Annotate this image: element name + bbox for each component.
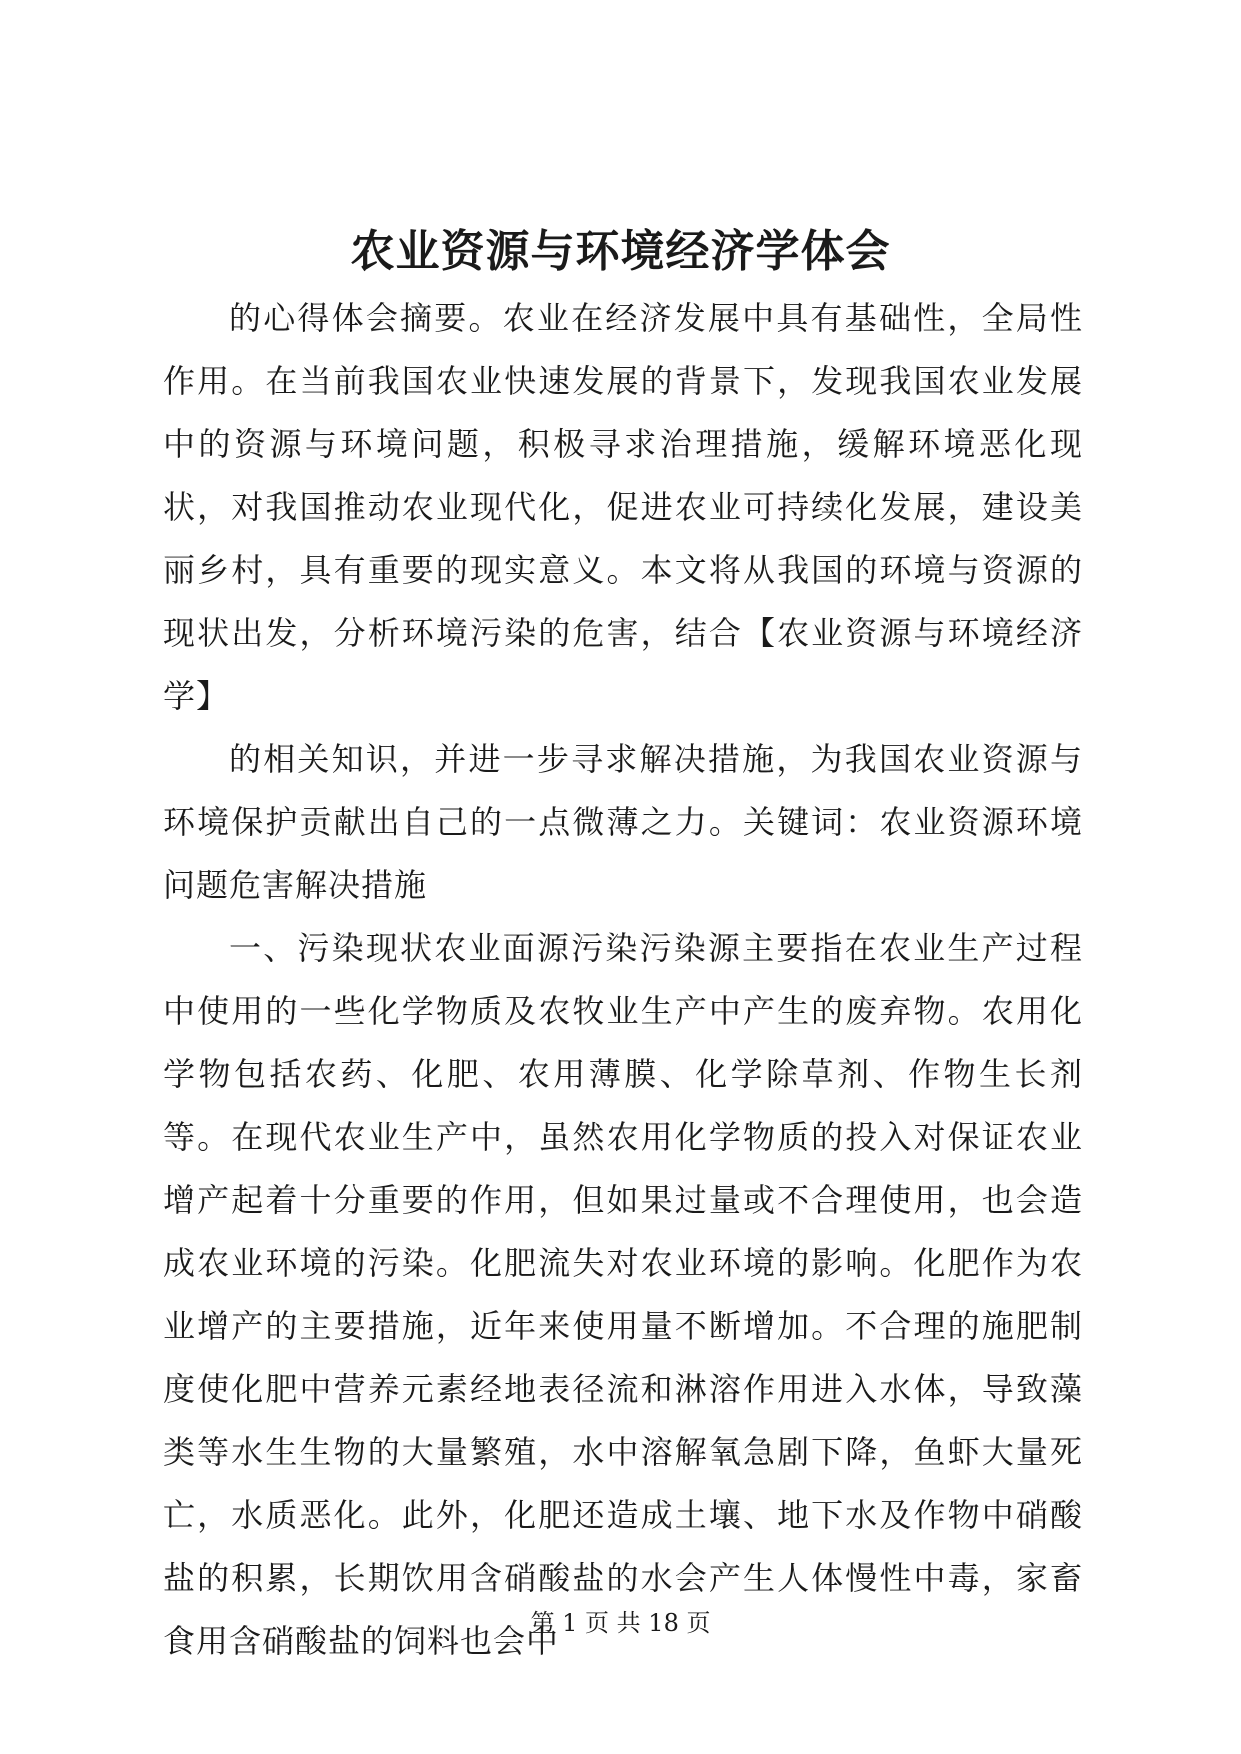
document-body: [163, 287, 1083, 1673]
paragraph-abstract: 的心得体会摘要。农业在经济发展中具有基础性，全局性作用。在当前我国农业快速发展的背景下，发现我国农业发展中的资源与环境问题，积极寻求治理措施，缓解环境恶化现状，对我国推动农业现代化，促进农业可持续化发展，建设美丽乡村，具有重要的现实意义。本文将从我国的环境与资源的现状出发，分析环境污染的危害，结合【农业资源与环境经济学】: [163, 299, 1083, 715]
paragraph-pollution-status: 一、污染现状农业面源污染污染源主要指在农业生产过程中使用的一些化学物质及农牧业生产中产生的废弃物。农用化学物包括农药、化肥、农用薄膜、化学除草剂、作物生长剂等。在现代农业生产中，虽然农用化学物质的投入对保证农业增产起着十分重要的作用，但如果过量或不合理使用，也会造成农业环境的污染。化肥流失对农业环境的影响。化肥作为农业增产的主要措施，近年来使用量不断增加。不合理的施肥制度使化肥中营养元素经地表径流和淋溶作用进入水体，导致藻类等水生生物的大量繁殖，水中溶解氧急剧下降，鱼虾大量死亡，水质恶化。此外，化肥还造成土壤、地下水及作物中硝酸盐的积累，长期饮用含硝酸盐的水会产生人体慢性中毒，家畜食用含硝酸盐的饲料也会中: [163, 929, 1083, 1660]
document-title: 农业资源与环境经济学体会: [350, 226, 891, 277]
page-footer: 第 1 页 共 18 页: [530, 1609, 711, 1637]
paragraph-keywords: 的相关知识，并进一步寻求解决措施，为我国农业资源与环境保护贡献出自己的一点微薄之力。关键词：农业资源环境问题危害解决措施: [163, 740, 1083, 904]
